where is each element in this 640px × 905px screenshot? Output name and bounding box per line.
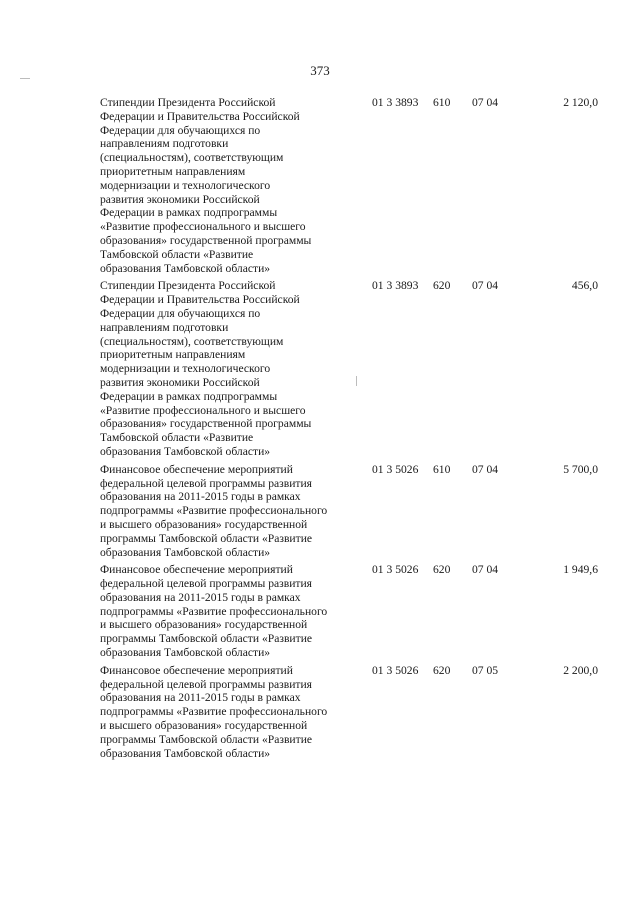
target-code: 01 3 5026 bbox=[372, 663, 419, 677]
amount: 1 949,6 bbox=[563, 563, 598, 577]
budget-table bbox=[0, 96, 640, 764]
amount: 456,0 bbox=[571, 279, 598, 293]
amount: 2 120,0 bbox=[563, 96, 598, 109]
target-code: 01 3 5026 bbox=[372, 563, 419, 577]
scan-mark bbox=[20, 78, 30, 79]
row-description: Стипендии Президента Российской Федерации и Правительства Российской Федерации для обучающихся по направлениям подготовки (специальностям), соответствующим приоритетным направлениям модернизации и технологического развития экономики Российской Федерации в рамках подпрограммы «Развитие профессионального и высшего образования» государственной программы Тамбовской области «Развитие образования Тамбовской области» bbox=[100, 279, 312, 458]
expense-type: 620 bbox=[433, 663, 451, 677]
row-description: Финансовое обеспечение мероприятий федеральной целевой программы развития образования на 2011-2015 годы в рамках подпрограммы «Развитие профессионального и высшего образования» государственной программы Тамбовской области «Развитие образования Тамбовской области» bbox=[100, 663, 328, 760]
table-row bbox=[0, 279, 640, 458]
row-description: Финансовое обеспечение мероприятий федеральной целевой программы развития образования на 2011-2015 годы в рамках подпрограммы «Развитие профессионального и высшего образования» государственной программы Тамбовской области «Развитие образования Тамбовской области» bbox=[100, 563, 328, 660]
table-row bbox=[0, 563, 640, 660]
table-row bbox=[0, 664, 640, 761]
expense-type: 610 bbox=[433, 96, 451, 109]
expense-type: 620 bbox=[433, 563, 451, 577]
target-code: 01 3 3893 bbox=[372, 96, 419, 109]
section-code: 07 04 bbox=[472, 279, 499, 293]
section-code: 07 05 bbox=[472, 663, 499, 677]
amount: 5 700,0 bbox=[563, 462, 598, 476]
section-code: 07 04 bbox=[472, 96, 499, 109]
expense-type: 610 bbox=[433, 462, 451, 476]
amount: 2 200,0 bbox=[563, 663, 598, 677]
section-code: 07 04 bbox=[472, 563, 499, 577]
row-description: Финансовое обеспечение мероприятий федеральной целевой программы развития образования на 2011-2015 годы в рамках подпрограммы «Развитие профессионального и высшего образования» государственной программы Тамбовской области «Развитие образования Тамбовской области» bbox=[100, 462, 328, 559]
expense-type: 620 bbox=[433, 279, 451, 293]
table-row bbox=[0, 463, 640, 560]
table-row bbox=[0, 96, 640, 275]
target-code: 01 3 5026 bbox=[372, 462, 419, 476]
section-code: 07 04 bbox=[472, 462, 499, 476]
page-number: 373 bbox=[310, 63, 330, 78]
target-code: 01 3 3893 bbox=[372, 279, 419, 293]
row-description: Стипендии Президента Российской Федерации и Правительства Российской Федерации для обучающихся по направлениям подготовки (специальностям), соответствующим приоритетным направлениям модернизации и технологического развития экономики Российской Федерации в рамках подпрограммы «Развитие профессионального и высшего образования» государственной программы Тамбовской области «Развитие образования Тамбовской области» bbox=[100, 96, 312, 275]
